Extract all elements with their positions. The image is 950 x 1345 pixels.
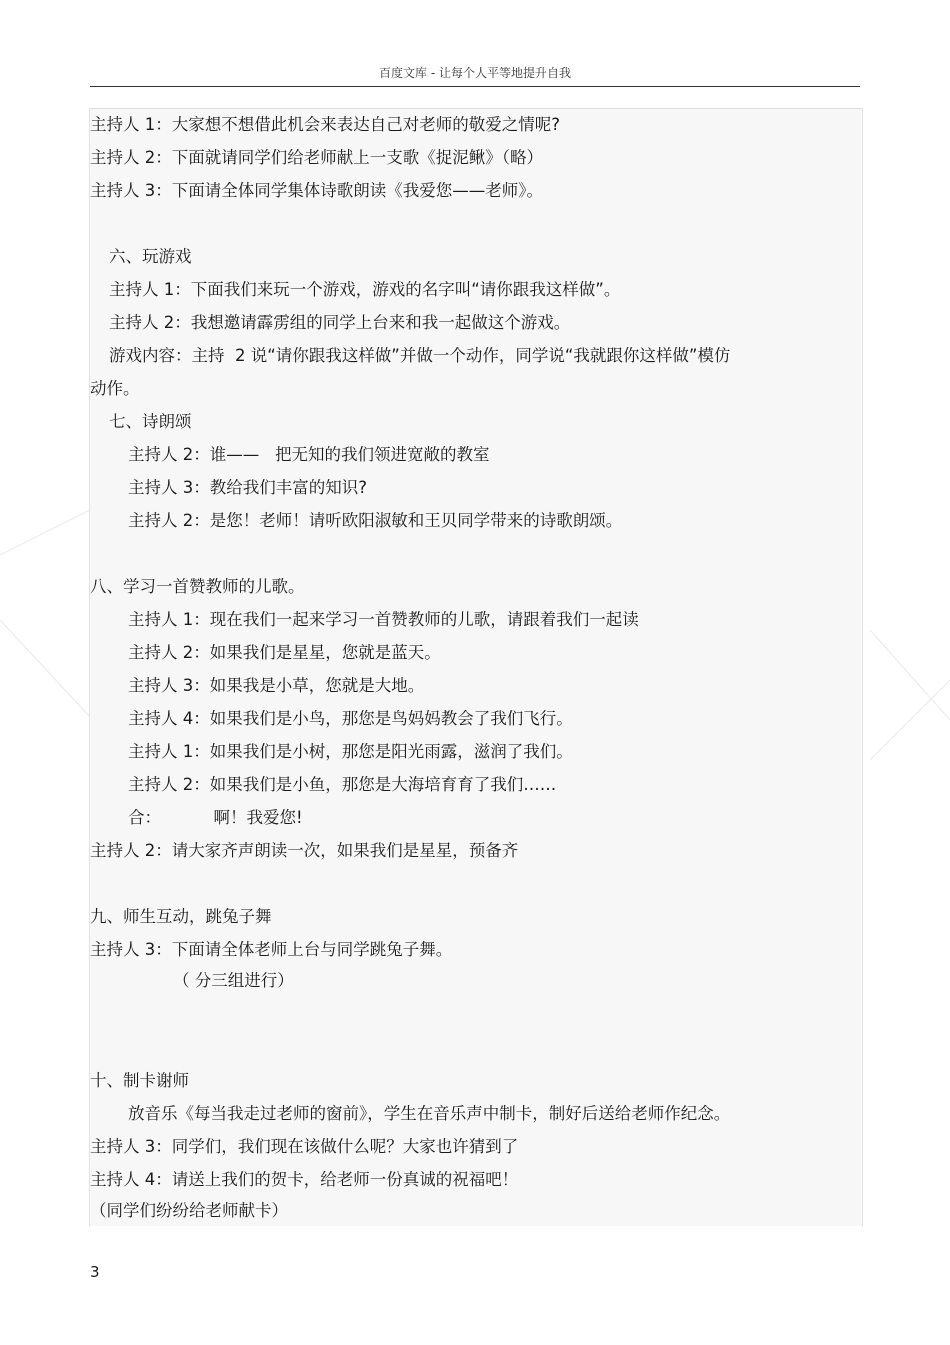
text-line: 放音乐《每当我走过老师的窗前》，学生在音乐声中制卡，制好后送给老师作纪念。 [128, 1104, 731, 1123]
text-line: 合： 啊！我爱您! [128, 808, 303, 827]
content-box [89, 108, 863, 1226]
text-line: 游戏内容：主持 2 说“请你跟我这样做”并做一个动作，同学说“我就跟你这样做”模仿 [109, 346, 731, 365]
text-line: 主持人 2：谁—— 把无知的我们领进宽敞的教室 [128, 445, 490, 464]
text-line: 主持人 2：我想邀请霹雳组的同学上台来和我一起做这个游戏。 [109, 313, 571, 332]
text-line: 主持人 1：现在我们一起来学习一首赞教师的儿歌，请跟着我们一起读 [128, 610, 639, 629]
section-heading: 六、玩游戏 [109, 247, 192, 266]
text-line: 主持人 4：请送上我们的贺卡，给老师一份真诚的祝福吧！ [90, 1170, 519, 1189]
section-heading: 七、诗朗颂 [109, 412, 192, 431]
section-heading: 十、制卡谢师 [90, 1071, 189, 1090]
page-number: 3 [90, 1263, 100, 1281]
text-line: 主持人 4：如果我们是小鸟，那您是鸟妈妈教会了我们飞行。 [128, 709, 573, 728]
section-heading: 九、师生互动，跳兔子舞 [90, 907, 272, 926]
text-line: 主持人 3：下面请全体老师上台与同学跳兔子舞。 [90, 940, 453, 959]
text-line: 动作。 [90, 379, 140, 398]
text-line: （同学们纷纷给老师献卡） [90, 1201, 288, 1220]
section-heading: 八、学习一首赞教师的儿歌。 [90, 577, 305, 596]
text-line: 主持人 2：如果我们是小鱼，那您是大海培育育了我们…… [128, 775, 557, 794]
text-line: 主持人 2：请大家齐声朗读一次，如果我们是星星，预备齐 [90, 841, 519, 860]
text-line: 主持人 1：下面我们来玩一个游戏，游戏的名字叫“请你跟我这样做”。 [109, 280, 621, 299]
text-line: 主持人 1：如果我们是小树，那您是阳光雨露，滋润了我们。 [128, 742, 573, 761]
text-line: （ 分三组进行） [173, 971, 294, 990]
text-line: 主持人 2：如果我们是星星，您就是蓝天。 [128, 643, 441, 662]
text-line: 主持人 2：是您！老师！请听欧阳淑敏和王贝同学带来的诗歌朗颂。 [128, 511, 623, 530]
text-line: 主持人 3：下面请全体同学集体诗歌朗读《我爱您——老师》。 [90, 181, 543, 200]
text-line: 主持人 3：同学们，我们现在该做什么呢？大家也许猜到了 [90, 1137, 519, 1156]
text-line: 主持人 2：下面就请同学们给老师献上一支歌《捉泥鳅》（略） [90, 148, 543, 167]
text-line: 主持人 1：大家想不想借此机会来表达自己对老师的敬爱之情呢? [90, 115, 561, 134]
text-line: 主持人 3：如果我是小草，您就是大地。 [128, 676, 425, 695]
text-line: 主持人 3：教给我们丰富的知识? [128, 478, 368, 497]
page-header: 百度文库 - 让每个人平等地提升自我 [90, 60, 860, 87]
